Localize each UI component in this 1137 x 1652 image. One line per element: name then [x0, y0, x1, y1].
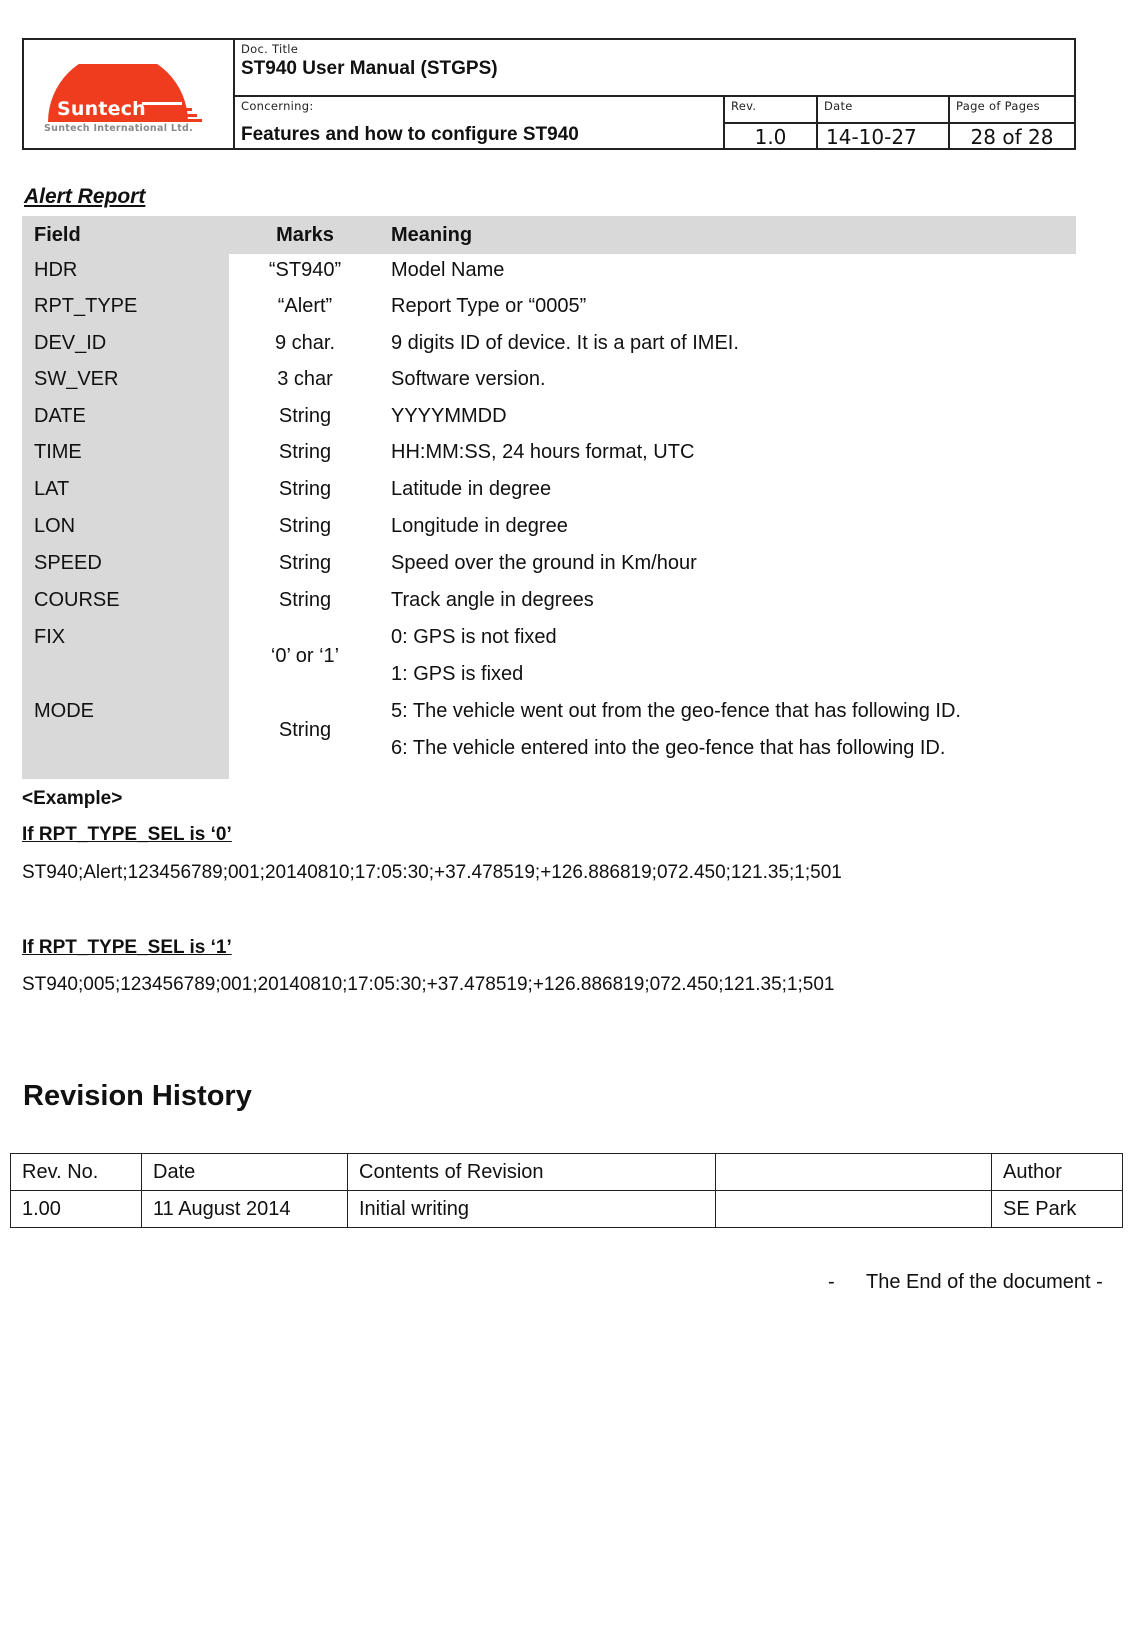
marks-cell: String — [278, 405, 332, 427]
page-label: Page of Pages — [956, 99, 1040, 113]
marks-cell: String — [278, 441, 332, 463]
meaning-cell-line2: 1: GPS is fixed — [391, 663, 524, 685]
meaning-cell: Report Type or “0005” — [391, 295, 587, 317]
example-case1-line: ST940;005;123456789;001;20140810;17:05:30;+37.478519;+126.886819;072.450;121.35;1;501 — [22, 974, 835, 995]
meaning-cell: 0: GPS is not fixed — [391, 626, 557, 648]
table-row — [22, 621, 1076, 695]
date-cell: 11 August 2014 — [142, 1191, 348, 1228]
table-row — [22, 363, 1076, 400]
doc-title: ST940 User Manual (STGPS) — [241, 58, 498, 79]
table-row — [22, 695, 1076, 769]
end-of-document — [828, 1271, 1103, 1294]
meaning-cell: 5: The vehicle went out from the geo-fence that has following ID. — [391, 700, 961, 722]
end-dash: - — [828, 1271, 835, 1293]
table-row — [11, 1191, 1123, 1228]
date-value: 14-10-27 — [826, 125, 917, 149]
meaning-cell: 9 digits ID of device. It is a part of IMEI. — [391, 332, 739, 354]
meaning-cell: YYYYMMDD — [391, 405, 507, 427]
example-label: <Example> — [22, 788, 123, 809]
table-row — [22, 254, 1076, 291]
document-header — [22, 38, 1076, 150]
header-rev-no: Rev. No. — [11, 1154, 142, 1191]
table-row — [22, 584, 1076, 621]
page-cell — [950, 97, 1074, 148]
marks-cell: “ST940” — [268, 259, 342, 281]
field-cell: DATE — [34, 405, 86, 427]
field-cell: DEV_ID — [34, 332, 107, 354]
column-header-field: Field — [34, 224, 81, 246]
table-row — [22, 510, 1076, 547]
field-cell: HDR — [34, 259, 78, 281]
doc-title-cell — [235, 40, 1074, 97]
header-date: Date — [142, 1154, 348, 1191]
meaning-cell: Longitude in degree — [391, 515, 568, 537]
date-cell — [818, 97, 950, 148]
marks-cell: String — [278, 552, 332, 574]
table-header-row — [11, 1154, 1123, 1191]
meaning-cell-line2: 6: The vehicle entered into the geo-fence that has following ID. — [391, 737, 946, 759]
field-cell: RPT_TYPE — [34, 295, 138, 317]
example-case0-heading: If RPT_TYPE_SEL is ‘0’ — [22, 824, 232, 845]
column-header-marks: Marks — [276, 224, 334, 246]
alert-report-title: Alert Report — [24, 185, 146, 208]
table-row — [22, 473, 1076, 510]
field-cell: SPEED — [34, 552, 102, 574]
field-cell: FIX — [34, 626, 66, 648]
field-cell: SW_VER — [34, 368, 119, 390]
marks-cell: String — [278, 719, 332, 741]
header-contents: Contents of Revision — [348, 1154, 716, 1191]
rev-no-cell: 1.00 — [11, 1191, 142, 1228]
revision-cell — [725, 97, 818, 148]
example-case1-heading: If RPT_TYPE_SEL is ‘1’ — [22, 937, 232, 958]
concerning-text: Features and how to configure ST940 — [241, 124, 579, 145]
meaning-cell: Model Name — [391, 259, 505, 281]
page-value: 28 of 28 — [970, 125, 1054, 149]
table-row — [22, 547, 1076, 584]
marks-cell: String — [278, 515, 332, 537]
field-cell: TIME — [34, 441, 82, 463]
meaning-cell: HH:MM:SS, 24 hours format, UTC — [391, 441, 695, 463]
revision-history-title: Revision History — [23, 1080, 252, 1112]
date-label: Date — [824, 99, 853, 113]
marks-cell: “Alert” — [277, 295, 333, 317]
table-row — [22, 290, 1076, 327]
meaning-cell: Latitude in degree — [391, 478, 552, 500]
example-case0-line: ST940;Alert;123456789;001;20140810;17:05:30;+37.478519;+126.886819;072.450;121.35;1;501 — [22, 862, 842, 883]
rev-label: Rev. — [731, 99, 757, 113]
marks-cell: String — [278, 589, 332, 611]
contents-cell: Initial writing — [348, 1191, 716, 1228]
header-author: Author — [992, 1154, 1123, 1191]
marks-cell: 9 char. — [274, 332, 336, 354]
marks-cell: ‘0’ or ‘1’ — [270, 645, 340, 667]
marks-cell: String — [278, 478, 332, 500]
end-text: The End of the document - — [866, 1271, 1103, 1293]
logo-subtitle: Suntech International Ltd. — [44, 123, 194, 134]
meaning-cell: Software version. — [391, 368, 546, 390]
field-cell: LAT — [34, 478, 70, 500]
doc-title-label: Doc. Title — [241, 42, 299, 56]
table-row — [22, 400, 1076, 437]
field-cell: MODE — [34, 700, 94, 722]
logo-name: Suntech — [57, 98, 146, 120]
header-blank — [716, 1154, 992, 1191]
logo-cell — [24, 40, 235, 148]
column-header-meaning: Meaning — [391, 224, 473, 246]
author-cell: SE Park — [992, 1191, 1123, 1228]
concerning-label: Concerning: — [241, 99, 314, 113]
concerning-cell — [235, 97, 725, 148]
marks-cell: 3 char — [277, 368, 333, 390]
blank-cell — [716, 1191, 992, 1228]
table-row — [22, 436, 1076, 473]
field-cell: COURSE — [34, 589, 120, 611]
meaning-cell: Track angle in degrees — [391, 589, 594, 611]
suntech-logo — [42, 64, 202, 134]
field-cell: LON — [34, 515, 76, 537]
table-header — [22, 216, 1076, 254]
rev-value: 1.0 — [754, 125, 787, 149]
revision-history-table — [10, 1153, 1123, 1228]
table-row — [22, 327, 1076, 364]
meaning-cell: Speed over the ground in Km/hour — [391, 552, 697, 574]
